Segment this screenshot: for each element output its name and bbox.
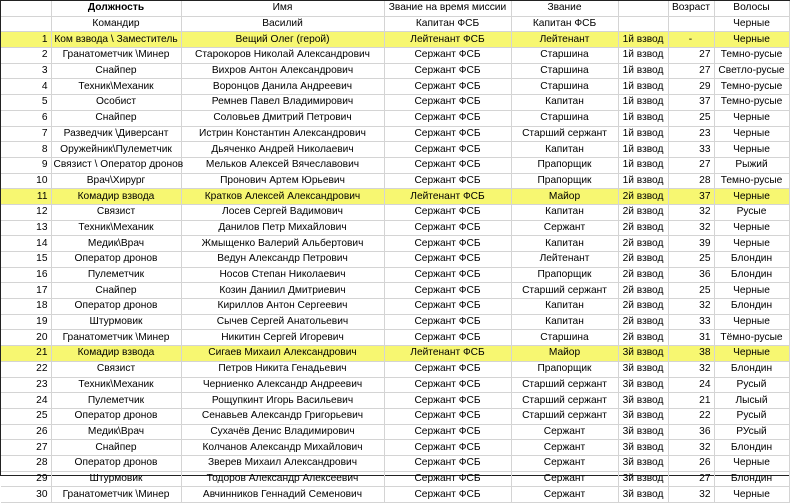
table-row <box>1 283 789 299</box>
cell-hair[interactable]: Русый <box>714 377 789 393</box>
table-row <box>1 440 789 456</box>
cell-age[interactable]: 33 <box>668 142 714 158</box>
cell-num[interactable]: 16 <box>1 267 51 283</box>
table-row <box>1 220 789 236</box>
cell-mission-rank[interactable]: Сержант ФСБ <box>384 314 511 330</box>
cell-rank[interactable]: Капитан <box>511 204 618 220</box>
cell-age[interactable]: 24 <box>668 377 714 393</box>
cell-hair[interactable]: Черные <box>714 16 789 32</box>
cell-mission-rank[interactable]: Сержант ФСБ <box>384 48 511 64</box>
cell-hair[interactable]: Черные <box>714 455 789 471</box>
cell-rank[interactable]: Старший сержант <box>511 283 618 299</box>
cell-platoon[interactable]: 3й взвод <box>618 393 668 409</box>
cell-mission-rank[interactable]: Сержант ФСБ <box>384 95 511 111</box>
table-row <box>1 189 789 205</box>
cell-num[interactable]: 23 <box>1 377 51 393</box>
cell-age[interactable]: 32 <box>668 361 714 377</box>
table-row <box>1 330 789 346</box>
cell-age[interactable]: 28 <box>668 173 714 189</box>
cell-age[interactable]: 27 <box>668 157 714 173</box>
table-row <box>1 252 789 268</box>
cell-mission-rank[interactable]: Сержант ФСБ <box>384 377 511 393</box>
header-cell-rank[interactable]: Звание <box>511 1 618 16</box>
cell-age[interactable]: 32 <box>668 220 714 236</box>
cell-mission-rank[interactable]: Сержант ФСБ <box>384 142 511 158</box>
table-row <box>1 361 789 377</box>
table-row <box>1 471 789 487</box>
cell-role[interactable]: Оператор дронов <box>51 455 181 471</box>
cell-num[interactable]: 10 <box>1 173 51 189</box>
cell-num[interactable]: 20 <box>1 330 51 346</box>
cell-hair[interactable]: Русые <box>714 204 789 220</box>
cell-name[interactable]: Ремнев Павел Владимирович <box>181 95 384 111</box>
cell-name[interactable]: Колчанов Александр Михайлович <box>181 440 384 456</box>
cell-role[interactable]: Техник\Механик <box>51 79 181 95</box>
cell-rank[interactable]: Старшина <box>511 110 618 126</box>
cell-role[interactable]: Техник\Механик <box>51 377 181 393</box>
header-row <box>1 1 789 16</box>
cell-role[interactable]: Командир <box>51 16 181 32</box>
cell-mission-rank[interactable]: Сержант ФСБ <box>384 267 511 283</box>
cell-role[interactable]: Связист \ Оператор дронов <box>51 157 181 173</box>
cell-role[interactable]: Разведчик \Диверсант <box>51 126 181 142</box>
cell-rank[interactable]: Старшина <box>511 48 618 64</box>
cell-name[interactable]: Пронович Артем Юрьевич <box>181 173 384 189</box>
cell-hair[interactable]: Темно-русые <box>714 48 789 64</box>
cell-num[interactable]: 9 <box>1 157 51 173</box>
cell-rank[interactable]: Сержант <box>511 220 618 236</box>
table-row <box>1 142 789 158</box>
cell-rank[interactable]: Капитан <box>511 236 618 252</box>
cell-age[interactable]: 33 <box>668 314 714 330</box>
table-row <box>1 157 789 173</box>
cell-role[interactable]: Комадир взвода <box>51 346 181 362</box>
cell-platoon[interactable]: 2й взвод <box>618 330 668 346</box>
cell-num[interactable]: 13 <box>1 220 51 236</box>
cell-platoon[interactable]: 3й взвод <box>618 361 668 377</box>
cell-mission-rank[interactable]: Сержант ФСБ <box>384 299 511 315</box>
cell-num[interactable]: 2 <box>1 48 51 64</box>
cell-rank[interactable]: Прапорщик <box>511 267 618 283</box>
cell-age[interactable]: 39 <box>668 236 714 252</box>
cell-num[interactable]: 14 <box>1 236 51 252</box>
cell-age[interactable]: 27 <box>668 471 714 487</box>
table-row <box>1 314 789 330</box>
cell-hair[interactable]: Блондин <box>714 440 789 456</box>
cell-num[interactable]: 15 <box>1 252 51 268</box>
cell-role[interactable]: Гранатометчик \Минер <box>51 48 181 64</box>
cell-role[interactable]: Снайпер <box>51 440 181 456</box>
cell-platoon[interactable]: 3й взвод <box>618 346 668 362</box>
cell-hair[interactable]: Рыжий <box>714 157 789 173</box>
cell-hair[interactable]: Темно-русые <box>714 173 789 189</box>
cell-rank[interactable]: Капитан <box>511 299 618 315</box>
cell-name[interactable]: Кириллов Антон Сергеевич <box>181 299 384 315</box>
cell-num[interactable]: 27 <box>1 440 51 456</box>
cell-age[interactable]: 25 <box>668 110 714 126</box>
cell-name[interactable]: Лосев Сергей Вадимович <box>181 204 384 220</box>
cell-hair[interactable]: Темно-русые <box>714 79 789 95</box>
cell-num[interactable]: 25 <box>1 408 51 424</box>
cell-rank[interactable]: Прапорщик <box>511 361 618 377</box>
cell-mission-rank[interactable]: Сержант ФСБ <box>384 204 511 220</box>
header-cell-name[interactable]: Имя <box>181 1 384 16</box>
cell-mission-rank[interactable]: Сержант ФСБ <box>384 63 511 79</box>
cell-hair[interactable]: Черные <box>714 110 789 126</box>
cell-platoon[interactable]: 1й взвод <box>618 32 668 48</box>
header-cell-num[interactable] <box>1 1 51 16</box>
cell-age[interactable]: 32 <box>668 440 714 456</box>
cell-name[interactable]: Истрин Константин Александрович <box>181 126 384 142</box>
table-row <box>1 346 789 362</box>
cell-hair[interactable]: Черные <box>714 346 789 362</box>
cell-rank[interactable]: Старшина <box>511 330 618 346</box>
cell-mission-rank[interactable]: Сержант ФСБ <box>384 110 511 126</box>
cell-hair[interactable]: Блондин <box>714 252 789 268</box>
cell-rank[interactable]: Сержант <box>511 471 618 487</box>
cell-rank[interactable]: Майор <box>511 346 618 362</box>
cell-role[interactable]: Гранатометчик \Минер <box>51 330 181 346</box>
cell-age[interactable] <box>668 16 714 32</box>
cell-age[interactable]: 38 <box>668 346 714 362</box>
cell-rank[interactable]: Капитан <box>511 95 618 111</box>
table-row <box>1 48 789 64</box>
cell-rank[interactable]: Старший сержант <box>511 126 618 142</box>
cell-platoon[interactable]: 2й взвод <box>618 314 668 330</box>
table-row <box>1 173 789 189</box>
table-row <box>1 393 789 409</box>
cell-platoon[interactable]: 3й взвод <box>618 424 668 440</box>
cell-hair[interactable]: Русый <box>714 408 789 424</box>
cell-name[interactable]: Черниенко Александр Андреевич <box>181 377 384 393</box>
cell-platoon[interactable]: 1й взвод <box>618 142 668 158</box>
cell-role[interactable]: Медик\Врач <box>51 236 181 252</box>
cell-hair[interactable]: Блондин <box>714 267 789 283</box>
table-body <box>1 1 789 503</box>
cell-mission-rank[interactable]: Сержант ФСБ <box>384 440 511 456</box>
cell-name[interactable]: Соловьев Дмитрий Петрович <box>181 110 384 126</box>
cell-num[interactable]: 8 <box>1 142 51 158</box>
table-row <box>1 455 789 471</box>
cell-role[interactable]: Снайпер <box>51 63 181 79</box>
cell-platoon[interactable]: 2й взвод <box>618 189 668 205</box>
cell-rank[interactable]: Сержант <box>511 487 618 503</box>
table-row <box>1 377 789 393</box>
table-row <box>1 408 789 424</box>
cell-age[interactable]: 29 <box>668 79 714 95</box>
cell-role[interactable]: Пулеметчик <box>51 393 181 409</box>
cell-mission-rank[interactable]: Лейтенант ФСБ <box>384 346 511 362</box>
cell-platoon[interactable]: 2й взвод <box>618 220 668 236</box>
cell-age[interactable]: 32 <box>668 299 714 315</box>
header-cell-platoon[interactable] <box>618 1 668 16</box>
table-row <box>1 236 789 252</box>
cell-hair[interactable]: Черные <box>714 236 789 252</box>
cell-name[interactable]: Сычев Сергей Анатольевич <box>181 314 384 330</box>
commander-row <box>1 16 789 32</box>
cell-role[interactable]: Штурмовик <box>51 471 181 487</box>
cell-role[interactable]: Оператор дронов <box>51 252 181 268</box>
cell-age[interactable]: 25 <box>668 252 714 268</box>
header-cell-mission-rank[interactable]: Звание на время миссии <box>384 1 511 16</box>
cell-num[interactable]: 4 <box>1 79 51 95</box>
table-row <box>1 95 789 111</box>
cell-num[interactable]: 22 <box>1 361 51 377</box>
cell-role[interactable]: Пулеметчик <box>51 267 181 283</box>
cell-role[interactable]: Оператор дронов <box>51 408 181 424</box>
cell-hair[interactable]: Черные <box>714 487 789 503</box>
cell-platoon[interactable]: 2й взвод <box>618 283 668 299</box>
cell-role[interactable]: Техник\Механик <box>51 220 181 236</box>
cell-role[interactable]: Оружейник\Пулеметчик <box>51 142 181 158</box>
cell-name[interactable]: Никитин Сергей Игоревич <box>181 330 384 346</box>
cell-platoon[interactable]: 3й взвод <box>618 440 668 456</box>
cell-age[interactable]: 27 <box>668 63 714 79</box>
cell-name[interactable]: Сенавьев Александр Григорьевич <box>181 408 384 424</box>
cell-role[interactable]: Гранатометчик \Минер <box>51 487 181 503</box>
cell-name[interactable]: Носов Степан Николаевич <box>181 267 384 283</box>
cell-role[interactable]: Штурмовик <box>51 314 181 330</box>
cell-hair[interactable]: Черные <box>714 220 789 236</box>
cell-platoon[interactable]: 3й взвод <box>618 408 668 424</box>
cell-num[interactable]: 5 <box>1 95 51 111</box>
table-row <box>1 126 789 142</box>
cell-num[interactable]: 19 <box>1 314 51 330</box>
cell-mission-rank[interactable]: Сержант ФСБ <box>384 283 511 299</box>
cell-mission-rank[interactable]: Сержант ФСБ <box>384 455 511 471</box>
cell-role[interactable]: Связист <box>51 361 181 377</box>
cell-hair[interactable]: Черные <box>714 32 789 48</box>
cell-role[interactable]: Снайпер <box>51 110 181 126</box>
cell-mission-rank[interactable]: Сержант ФСБ <box>384 330 511 346</box>
table-row <box>1 299 789 315</box>
cell-name[interactable]: Козин Даниил Дмитриевич <box>181 283 384 299</box>
cell-age[interactable]: 37 <box>668 95 714 111</box>
cell-hair[interactable]: Черные <box>714 189 789 205</box>
cell-mission-rank[interactable]: Сержант ФСБ <box>384 126 511 142</box>
cell-rank[interactable]: Капитан ФСБ <box>511 16 618 32</box>
cell-mission-rank[interactable]: Сержант ФСБ <box>384 408 511 424</box>
header-cell-role[interactable]: Должность <box>51 1 181 16</box>
cell-platoon[interactable]: 1й взвод <box>618 63 668 79</box>
cell-num[interactable] <box>1 16 51 32</box>
cell-name[interactable]: Сигаев Михаил Александрович <box>181 346 384 362</box>
cell-num[interactable]: 1 <box>1 32 51 48</box>
cell-rank[interactable]: Лейтенант <box>511 32 618 48</box>
cell-mission-rank[interactable]: Сержант ФСБ <box>384 173 511 189</box>
cell-rank[interactable]: Сержант <box>511 455 618 471</box>
cell-role[interactable]: Ком взвода \ Заместитель <box>51 32 181 48</box>
cell-mission-rank[interactable]: Лейтенант ФСБ <box>384 189 511 205</box>
cell-platoon[interactable]: 2й взвод <box>618 236 668 252</box>
cell-name[interactable]: Мельков Алексей Вячеславович <box>181 157 384 173</box>
cell-rank[interactable]: Лейтенант <box>511 252 618 268</box>
cell-num[interactable]: 30 <box>1 487 51 503</box>
cell-num[interactable]: 7 <box>1 126 51 142</box>
cell-platoon[interactable]: 3й взвод <box>618 487 668 503</box>
cell-mission-rank[interactable]: Сержант ФСБ <box>384 424 511 440</box>
cell-role[interactable]: Медик\Врач <box>51 424 181 440</box>
cell-hair[interactable]: РУсый <box>714 424 789 440</box>
cell-platoon[interactable]: 3й взвод <box>618 377 668 393</box>
cell-hair[interactable]: Темно-русые <box>714 95 789 111</box>
cell-name[interactable]: Вещий Олег (герой) <box>181 32 384 48</box>
cell-platoon[interactable]: 2й взвод <box>618 252 668 268</box>
cell-platoon[interactable]: 1й взвод <box>618 126 668 142</box>
cell-rank[interactable]: Сержант <box>511 440 618 456</box>
cell-age[interactable]: 32 <box>668 204 714 220</box>
cell-age[interactable]: 27 <box>668 48 714 64</box>
cell-platoon[interactable]: 1й взвод <box>618 157 668 173</box>
table-row <box>1 79 789 95</box>
cell-age[interactable]: 36 <box>668 424 714 440</box>
cell-name[interactable]: Василий <box>181 16 384 32</box>
cell-name[interactable]: Петров Никита Генадьевич <box>181 361 384 377</box>
cell-num[interactable]: 29 <box>1 471 51 487</box>
cell-mission-rank[interactable]: Сержант ФСБ <box>384 361 511 377</box>
cell-platoon[interactable]: 2й взвод <box>618 204 668 220</box>
cell-mission-rank[interactable]: Лейтенант ФСБ <box>384 32 511 48</box>
cell-platoon[interactable]: 1й взвод <box>618 48 668 64</box>
cell-age[interactable]: 36 <box>668 267 714 283</box>
cell-mission-rank[interactable]: Сержант ФСБ <box>384 471 511 487</box>
cell-platoon[interactable]: 1й взвод <box>618 173 668 189</box>
cell-age[interactable]: - <box>668 32 714 48</box>
cell-age[interactable]: 26 <box>668 455 714 471</box>
cell-rank[interactable]: Старший сержант <box>511 377 618 393</box>
cell-name[interactable]: Ведун Александр Петрович <box>181 252 384 268</box>
cell-name[interactable]: Тодоров Александр Алексеевич <box>181 471 384 487</box>
cell-age[interactable]: 32 <box>668 487 714 503</box>
cell-age[interactable]: 31 <box>668 330 714 346</box>
cell-rank[interactable]: Капитан <box>511 314 618 330</box>
cell-name[interactable]: Сухачёв Денис Владимирович <box>181 424 384 440</box>
cell-num[interactable]: 26 <box>1 424 51 440</box>
cell-rank[interactable]: Капитан <box>511 142 618 158</box>
cell-role[interactable]: Связист <box>51 204 181 220</box>
cell-hair[interactable]: Черные <box>714 283 789 299</box>
cell-role[interactable]: Оператор дронов <box>51 299 181 315</box>
cell-hair[interactable]: Блондин <box>714 299 789 315</box>
cell-rank[interactable]: Сержант <box>511 424 618 440</box>
cell-rank[interactable]: Прапорщик <box>511 157 618 173</box>
cell-rank[interactable]: Старший сержант <box>511 393 618 409</box>
cell-platoon[interactable]: 1й взвод <box>618 110 668 126</box>
cell-name[interactable]: Данилов Петр Михайлович <box>181 220 384 236</box>
cell-num[interactable]: 11 <box>1 189 51 205</box>
cell-hair[interactable]: Лысый <box>714 393 789 409</box>
table-row <box>1 424 789 440</box>
cell-num[interactable]: 24 <box>1 393 51 409</box>
cell-name[interactable]: Старокоров Николай Александрович <box>181 48 384 64</box>
cell-mission-rank[interactable]: Капитан ФСБ <box>384 16 511 32</box>
cell-name[interactable]: Дьяченко Андрей Николаевич <box>181 142 384 158</box>
cell-platoon[interactable]: 2й взвод <box>618 299 668 315</box>
cell-name[interactable]: Авчинников Геннадий Семенович <box>181 487 384 503</box>
cell-rank[interactable]: Старшина <box>511 79 618 95</box>
cell-name[interactable]: Жмыщенко Валерий Альбертович <box>181 236 384 252</box>
cell-hair[interactable]: Черные <box>714 314 789 330</box>
cell-rank[interactable]: Прапорщик <box>511 173 618 189</box>
roster-table <box>1 1 790 503</box>
cell-rank[interactable]: Старшина <box>511 63 618 79</box>
cell-platoon[interactable]: 2й взвод <box>618 267 668 283</box>
table-row <box>1 487 789 503</box>
cell-rank[interactable]: Майор <box>511 189 618 205</box>
cell-hair[interactable]: Блондин <box>714 361 789 377</box>
cell-mission-rank[interactable]: Сержант ФСБ <box>384 157 511 173</box>
cell-num[interactable]: 3 <box>1 63 51 79</box>
cell-rank[interactable]: Старший сержант <box>511 408 618 424</box>
cell-num[interactable]: 28 <box>1 455 51 471</box>
cell-hair[interactable]: Черные <box>714 142 789 158</box>
cell-platoon[interactable]: 3й взвод <box>618 471 668 487</box>
cell-mission-rank[interactable]: Сержант ФСБ <box>384 487 511 503</box>
cell-role[interactable]: Врач\Хирург <box>51 173 181 189</box>
cell-mission-rank[interactable]: Сержант ФСБ <box>384 393 511 409</box>
table-row <box>1 110 789 126</box>
cell-num[interactable]: 21 <box>1 346 51 362</box>
cell-role[interactable]: Особист <box>51 95 181 111</box>
cell-mission-rank[interactable]: Сержант ФСБ <box>384 252 511 268</box>
cell-age[interactable]: 21 <box>668 393 714 409</box>
cell-name[interactable]: Воронцов Данила Андреевич <box>181 79 384 95</box>
cell-age[interactable]: 22 <box>668 408 714 424</box>
cell-name[interactable]: Кратков Алексей Александрович <box>181 189 384 205</box>
cell-hair[interactable]: Блондин <box>714 471 789 487</box>
cell-name[interactable]: Вихров Антон Александрович <box>181 63 384 79</box>
cell-name[interactable]: Зверев Михаил Александрович <box>181 455 384 471</box>
cell-platoon[interactable]: 3й взвод <box>618 455 668 471</box>
cell-name[interactable]: Рощупкинт Игорь Васильевич <box>181 393 384 409</box>
cell-platoon[interactable] <box>618 16 668 32</box>
cell-num[interactable]: 18 <box>1 299 51 315</box>
cell-hair[interactable]: Тёмно-русые <box>714 330 789 346</box>
cell-num[interactable]: 17 <box>1 283 51 299</box>
cell-num[interactable]: 6 <box>1 110 51 126</box>
cell-hair[interactable]: Черные <box>714 126 789 142</box>
cell-platoon[interactable]: 1й взвод <box>618 95 668 111</box>
table-row <box>1 32 789 48</box>
cell-role[interactable]: Комадир взвода <box>51 189 181 205</box>
cell-age[interactable]: 25 <box>668 283 714 299</box>
cell-role[interactable]: Снайпер <box>51 283 181 299</box>
cell-age[interactable]: 37 <box>668 189 714 205</box>
cell-age[interactable]: 23 <box>668 126 714 142</box>
cell-num[interactable]: 12 <box>1 204 51 220</box>
cell-mission-rank[interactable]: Сержант ФСБ <box>384 220 511 236</box>
header-cell-age[interactable]: Возраст <box>668 1 714 16</box>
table-row <box>1 267 789 283</box>
header-cell-hair[interactable]: Волосы <box>714 1 789 16</box>
cell-mission-rank[interactable]: Сержант ФСБ <box>384 236 511 252</box>
table-row <box>1 63 789 79</box>
cell-platoon[interactable]: 1й взвод <box>618 79 668 95</box>
cell-hair[interactable]: Светло-русые <box>714 63 789 79</box>
table-row <box>1 204 789 220</box>
cell-mission-rank[interactable]: Сержант ФСБ <box>384 79 511 95</box>
